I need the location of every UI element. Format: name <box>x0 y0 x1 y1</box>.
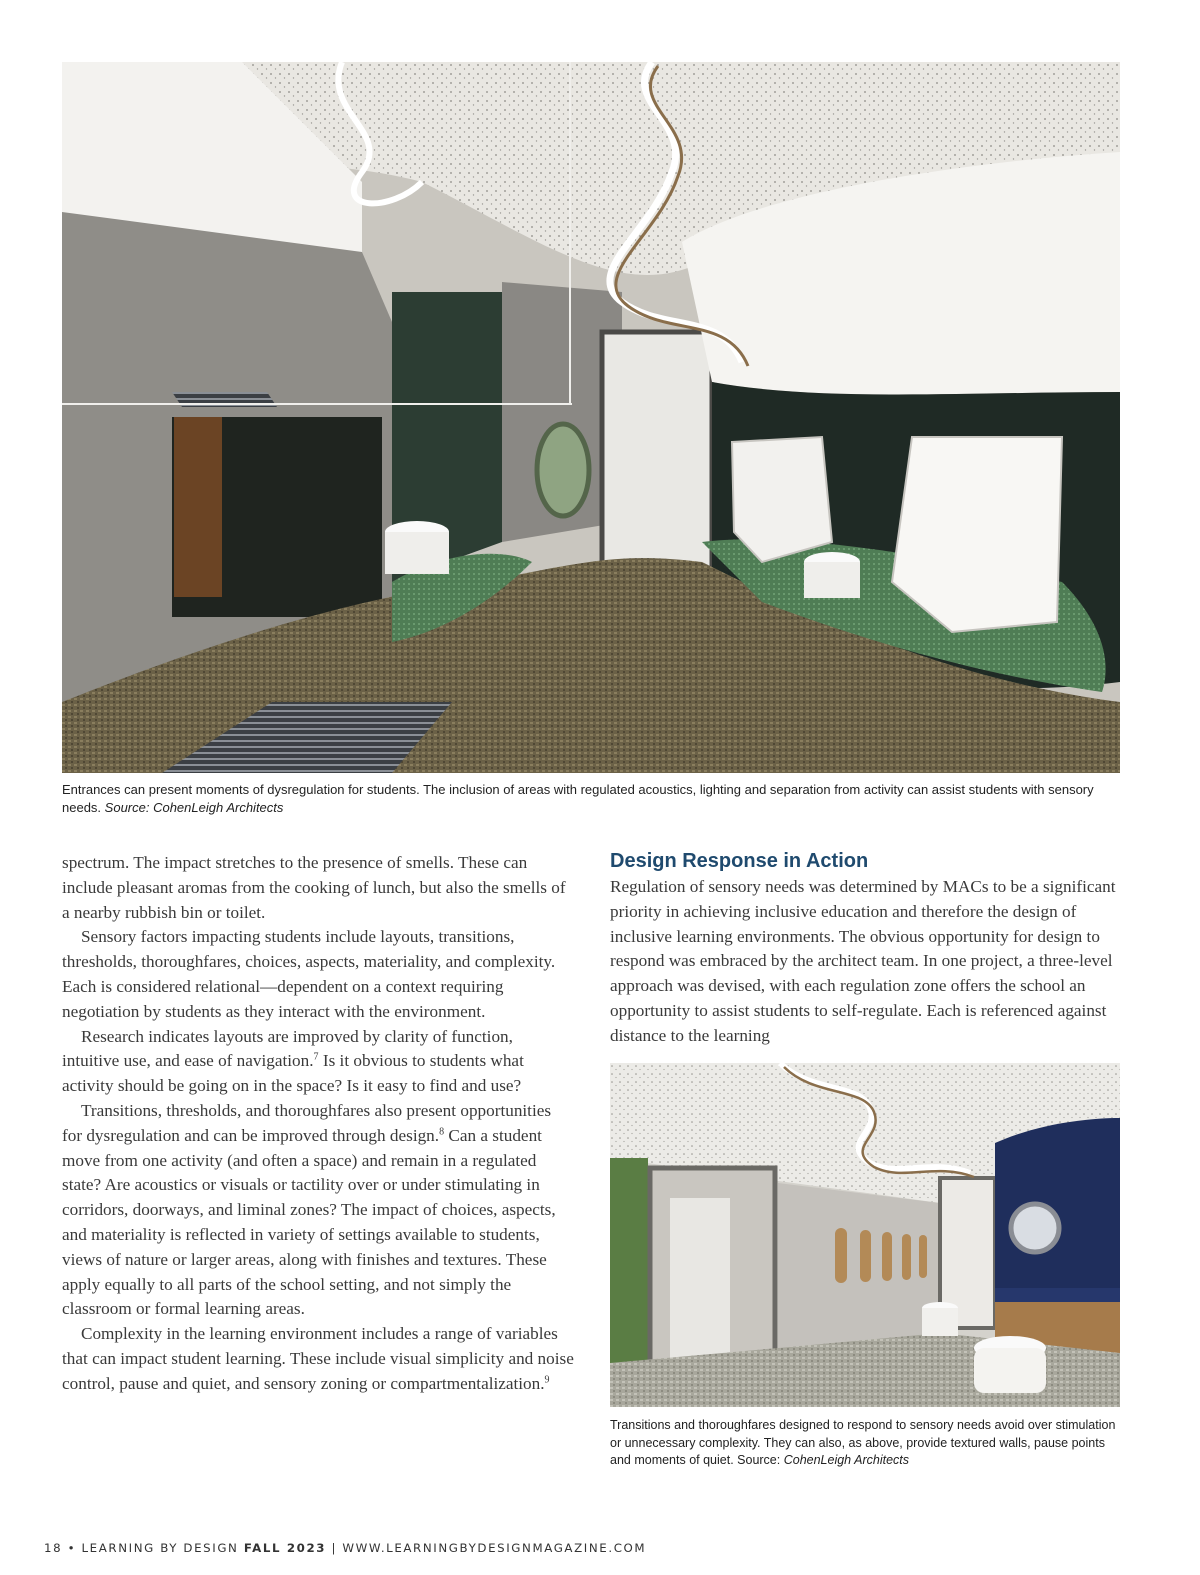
left-paragraph-5 <box>62 1322 574 1396</box>
left-paragraph-4-end: Can a student move from one activity (and often a space) and remain in a regulated state? Are acoustics or visuals or tactility over or under stimulating in corridors, doorways, and liminal zones? The impact of choices, aspects, and materiality is reflected in variety of settings available to students, views of nature or larger areas, along with finishes and textures. These apply equally to all parts of the school setting, and not simply the classroom or formal learning areas. <box>62 1125 556 1319</box>
main-caption-source: Source: CohenLeigh Architects <box>104 799 284 815</box>
section-heading: Design Response in Action <box>610 850 869 872</box>
left-paragraph-5-text: Complexity in the learning environment includes a range of variables that can impact student learning. These include visual simplicity and noise control, pause and quiet, and sensory zoning or compartmentalization. <box>62 1324 574 1393</box>
website-link[interactable]: WWW.LEARNINGBYDESIGNMAGAZINE.COM <box>342 1541 647 1555</box>
footnote-ref-7[interactable]: 7 <box>313 1051 319 1063</box>
second-photo <box>610 1063 1120 1407</box>
second-caption-source: CohenLeigh Architects <box>783 1453 910 1467</box>
page-footer <box>44 1541 646 1555</box>
second-photo-illustration <box>610 1063 1120 1407</box>
right-column <box>610 875 1122 1049</box>
footnote-ref-9[interactable]: 9 <box>544 1374 550 1385</box>
footer-separator: | <box>331 1541 338 1555</box>
left-column <box>62 851 574 1397</box>
second-photo-caption <box>610 1417 1120 1470</box>
main-photo-illustration <box>62 62 1120 773</box>
second-caption-text: Transitions and thoroughfares designed to respond to sensory needs avoid over stimulation or unnecessary complexity. They can also, as above, provide textured walls, pause points and moments of quiet. Source: <box>610 1418 1116 1467</box>
left-paragraph-4-start: Transitions, thresholds, and thoroughfares also present opportunities for dysregulation and can be improved through design. <box>62 1100 552 1145</box>
right-paragraph-1: Regulation of sensory needs was determined by MACs to be a significant priority in achieving inclusive education and therefore the design of inclusive learning environments. The obvious opportunity for design to respond was embraced by the architect team. In one project, a three-level approach was devised, with each regulation zone offers the school an opportunity to assist students to self-regulate. Each is referenced against distance to the learning <box>610 877 1116 1045</box>
left-paragraph-2: Sensory factors impacting students include layouts, transitions, thresholds, thoroughfares, choices, aspects, materiality, and complexity. Each is considered relational—dependent on a context requiring negotiation by students as they interact with the environment. <box>62 927 556 1021</box>
issue-label: FALL 2023 <box>243 1541 327 1555</box>
left-paragraph-3-start: Research indicates layouts are improved by clarity of function, intuitive use, and ease of navigation. <box>62 1026 513 1071</box>
main-caption-text: Entrances can present moments of dysregulation for students. The inclusion of areas with regulated acoustics, lighting and separation from activity can assist students with sensory needs. <box>62 782 1094 815</box>
left-paragraph-3 <box>62 1025 574 1099</box>
main-photo-caption <box>62 781 1122 816</box>
footer-bullet: • <box>67 1541 77 1555</box>
footnote-ref-8[interactable]: 8 <box>439 1126 445 1138</box>
main-photo <box>62 62 1120 773</box>
magazine-name: LEARNING BY DESIGN <box>81 1541 239 1555</box>
left-paragraph-4 <box>62 1099 574 1322</box>
left-paragraph-1: spectrum. The impact stretches to the presence of smells. These can include pleasant aromas from the cooking of lunch, but also the smells of a nearby rubbish bin or toilet. <box>62 853 566 922</box>
left-paragraph-3-end: Is it obvious to students what activity should be going on in the space? Is it easy to find and use? <box>62 1051 524 1096</box>
page-number: 18 <box>44 1541 63 1555</box>
